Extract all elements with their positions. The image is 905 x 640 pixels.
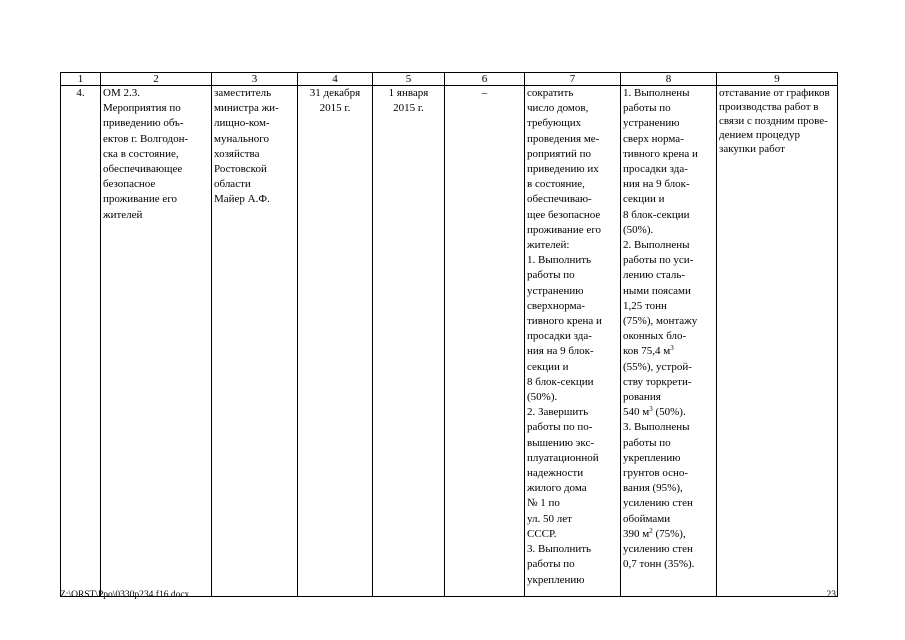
actual-date-cell: 1 января 2015 г. (373, 86, 445, 597)
text-line: сверх норма- (623, 132, 684, 145)
text-line: № 1 по (527, 497, 560, 510)
column-number: 2 (101, 73, 212, 86)
column-number: 1 (61, 73, 101, 86)
text-line: сократить (527, 87, 574, 99)
text-line: ния на 9 блок- (527, 345, 594, 358)
row-number: 4. (61, 86, 101, 597)
text-line: проведения ме- (527, 132, 600, 145)
text-line: СССР. (527, 527, 557, 540)
text-line: секции и (623, 193, 665, 206)
program-table (60, 72, 838, 597)
text-line: работы по по- (527, 421, 593, 434)
text-line: рования (623, 391, 661, 404)
text-line: (75%), монтажу (623, 315, 698, 328)
text-line: просадки зда- (527, 330, 592, 343)
text-line: грунтов осно- (623, 467, 689, 480)
column-number: 8 (621, 73, 717, 86)
file-path: Z:\ORST\Ppo\0330p234.f16.docx (60, 590, 190, 600)
text-line: 1. Выполнены (623, 87, 690, 99)
column-number: 4 (298, 73, 373, 86)
text-line: 3. Выполнить (527, 543, 592, 556)
text-line: роприятий по (527, 147, 592, 160)
text-line: обоймами (623, 512, 671, 525)
deviation-reason-cell: отставание от графиков производства работ в связи с поздним прове- дением процедур закупки работ (717, 86, 838, 597)
text-line: сверхнорма- (527, 299, 586, 312)
text-line: вышению экс- (527, 436, 595, 449)
unit-exponent: 3 (649, 405, 653, 414)
text-line: жителей: (527, 239, 570, 252)
text-line: обеспечиваю- (527, 193, 592, 206)
text-line: проживание его (527, 223, 602, 236)
text-line: 3. Выполнены (623, 421, 690, 434)
text-line: устранению (527, 284, 584, 297)
text-line: устранению (623, 117, 680, 130)
empty-dash-cell: – (445, 86, 525, 597)
text-line: работы по (527, 269, 575, 282)
text-line: просадки зда- (623, 163, 688, 176)
text-line: секции и (527, 360, 569, 373)
text-line: (50%). (623, 223, 654, 236)
text-line: работы по (527, 558, 575, 571)
column-number: 5 (373, 73, 445, 86)
text-line: работы по (623, 102, 671, 115)
text-line: работы по (623, 436, 671, 449)
text-line: лению сталь- (623, 269, 686, 282)
text-line: укреплению (527, 573, 585, 586)
actual-result-cell (621, 86, 717, 597)
text-line: надежности (527, 467, 584, 480)
column-number-row (61, 73, 838, 86)
text-line: ков 75,4 $м^3$ (623, 344, 674, 358)
text-line: 2. Завершить (527, 406, 589, 419)
column-number: 3 (212, 73, 298, 86)
text-line: работы по уси- (623, 254, 694, 267)
text-line: тивного крена и (623, 147, 698, 160)
text-line: 0,7 тонн (35%). (623, 558, 695, 571)
text-line: приведению их (527, 163, 599, 176)
column-number: 6 (445, 73, 525, 86)
text-line: ными поясами (623, 284, 691, 297)
text-line: ния на 9 блок- (623, 178, 690, 191)
text-line: 8 блок-секции (527, 375, 594, 388)
text-line: в состояние, (527, 178, 585, 191)
text-line: 1,25 тонн (623, 299, 667, 312)
page-number: 23 (826, 590, 836, 600)
activity-name-cell: ОМ 2.3. Мероприятия по приведению объ- ектов г. Волгодон- ска в состояние, обеспечивающее безопасное проживание его жителей (101, 86, 212, 597)
text-line: оконных бло- (623, 330, 687, 343)
text-line: тивного крена и (527, 315, 602, 328)
text-line: 390 $м^2$ (75%), (623, 526, 686, 540)
responsible-person-cell: заместитель министра жи- лищно-ком- мунального хозяйства Ростовской области Майер А.Ф. (212, 86, 298, 597)
text-line: 1. Выполнить (527, 254, 592, 267)
text-line: укреплению (623, 451, 681, 464)
text-line: 8 блок-секции (623, 208, 690, 221)
text-line: требующих (527, 117, 582, 130)
planned-result-cell (525, 86, 621, 597)
text-line: (55%), устрой- (623, 360, 692, 373)
column-number: 7 (525, 73, 621, 86)
column-number: 9 (717, 73, 838, 86)
unit-exponent: 3 (670, 344, 674, 353)
text-line: 540 $м^3$ (50%). (623, 405, 686, 419)
table-row (61, 86, 838, 597)
text-line: плуатационной (527, 451, 599, 464)
planned-date-cell: 31 декабря 2015 г. (298, 86, 373, 597)
text-line: 2. Выполнены (623, 239, 690, 252)
text-line: усилению стен (623, 497, 693, 510)
text-line: жилого дома (527, 482, 587, 495)
unit-exponent: 2 (649, 526, 653, 535)
text-line: ул. 50 лет (527, 512, 572, 525)
text-line: (50%). (527, 391, 558, 404)
text-line: число домов, (527, 102, 589, 115)
text-line: усилению стен (623, 543, 693, 556)
text-line: щее безопасное (527, 208, 601, 221)
text-line: вания (95%), (623, 482, 683, 495)
text-line: ству торкрети- (623, 375, 692, 388)
